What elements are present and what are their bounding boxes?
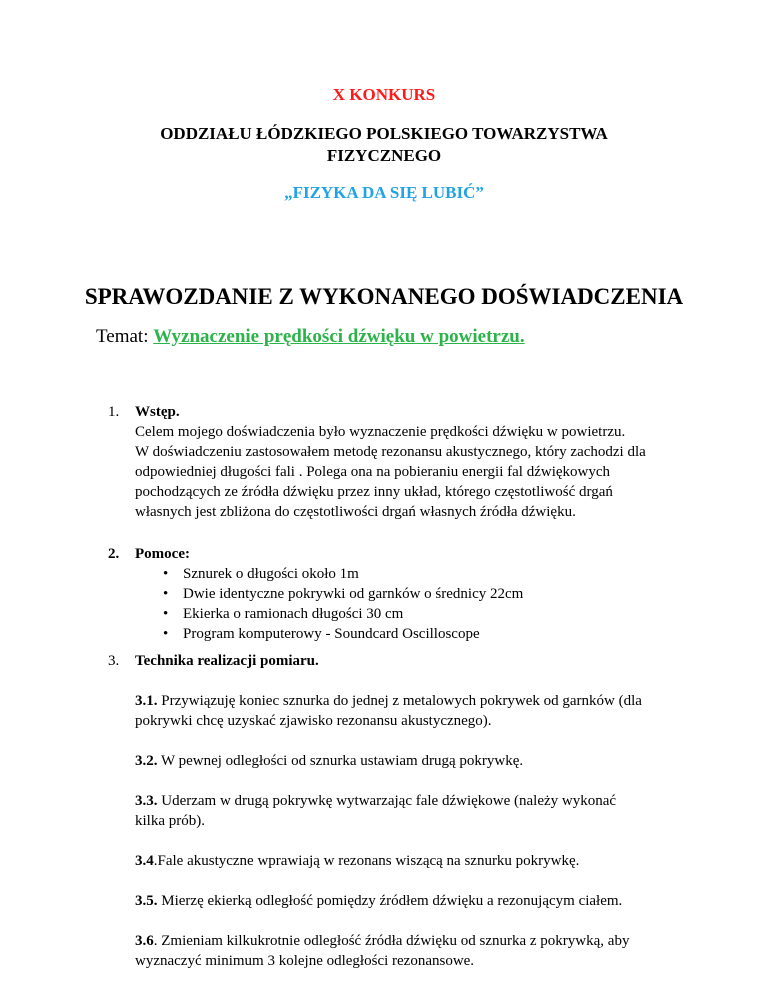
section-number: 3.: [108, 653, 120, 669]
organizer-heading-line2: FIZYCZNEGO: [326, 146, 442, 165]
organizer-heading-line1: ODDZIAŁU ŁÓDZKIEGO POLSKIEGO TOWARZYSTWA: [160, 124, 608, 143]
section-heading: Pomoce:: [135, 546, 190, 562]
step-3-2: [135, 751, 695, 771]
step-number: 3.6: [135, 933, 154, 949]
step-text: W pewnej odległości od sznurka ustawiam drugą pokrywkę.: [157, 753, 524, 769]
step-text: .Fale akustyczne wprawiają w rezonans wiszącą na sznurku pokrywkę.: [153, 853, 580, 869]
list-item-text: Ekierka o ramionach długości 30 cm: [183, 606, 404, 622]
report-title: SPRAWOZDANIE Z WYKONANEGO DOŚWIADCZENIA: [84, 284, 684, 309]
step-3-1: [135, 691, 695, 731]
step-3-5: [135, 891, 695, 911]
step-number: 3.5.: [135, 893, 158, 909]
bullet-icon: •: [163, 586, 169, 602]
step-3-4: [135, 851, 695, 871]
section-body: [135, 422, 695, 522]
bullet-icon: •: [163, 626, 169, 642]
list-item: [163, 564, 523, 584]
step-number: 3.4: [135, 853, 154, 869]
bullet-icon: •: [163, 606, 169, 622]
section-number: 1.: [108, 404, 120, 420]
body-line: Celem mojego doświadczenia było wyznaczenie prędkości dźwięku w powietrzu.: [135, 424, 626, 440]
body-line: własnych jest zbliżona do częstotliwości drgań własnych źródła dźwięku.: [135, 504, 576, 520]
step-text-continued: kilka prób).: [135, 813, 205, 829]
step-text: Przywiązuję koniec sznurka do jednej z metalowych pokrywek od garnków (dla: [157, 693, 642, 709]
list-item: [163, 584, 523, 604]
materials-list: [163, 564, 523, 644]
section-heading: Technika realizacji pomiaru.: [135, 653, 319, 669]
organizer-heading: [0, 123, 768, 167]
topic-line: [96, 325, 525, 349]
step-number: 3.2.: [135, 753, 158, 769]
section-number: 2.: [108, 546, 120, 562]
list-item: [163, 624, 523, 644]
body-line: W doświadczeniu zastosowałem metodę rezonansu akustycznego, który zachodzi dla: [135, 444, 646, 460]
bullet-icon: •: [163, 566, 169, 582]
list-item-text: Program komputerowy - Soundcard Oscilloscope: [183, 626, 480, 642]
step-3-3: [135, 791, 695, 831]
step-text-continued: pokrywki chcę uzyskać zjawisko rezonansu akustycznego).: [135, 713, 492, 729]
step-3-6: [135, 931, 695, 971]
step-number: 3.3.: [135, 793, 158, 809]
body-line: pochodzących ze źródła dźwięku przez inny układ, którego częstotliwość drgań: [135, 484, 613, 500]
step-text: Mierzę ekierką odległość pomiędzy źródłem dźwięku a rezonującym ciałem.: [157, 893, 623, 909]
step-text-continued: wyznaczyć minimum 3 kolejne odległości rezonansowe.: [135, 953, 475, 969]
step-number: 3.1.: [135, 693, 158, 709]
contest-number-heading: X KONKURS: [332, 85, 436, 104]
list-item: [163, 604, 523, 624]
list-item-text: Sznurek o długości około 1m: [183, 566, 359, 582]
section-heading: Wstęp.: [135, 404, 180, 420]
topic-label: Temat:: [96, 326, 154, 347]
list-item-text: Dwie identyczne pokrywki od garnków o średnicy 22cm: [183, 586, 524, 602]
contest-motto: „FIZYKA DA SIĘ LUBIĆ”: [284, 183, 484, 202]
topic-subject: Wyznaczenie prędkości dźwięku w powietrzu.: [153, 326, 525, 347]
step-text: . Zmieniam kilkukrotnie odległość źródła dźwięku od sznurka z pokrywką, aby: [153, 933, 630, 949]
step-text: Uderzam w drugą pokrywkę wytwarzając fale dźwiękowe (należy wykonać: [157, 793, 617, 809]
body-line: odpowiedniej długości fali . Polega ona na pobieraniu energii fal dźwiękowych: [135, 464, 611, 480]
